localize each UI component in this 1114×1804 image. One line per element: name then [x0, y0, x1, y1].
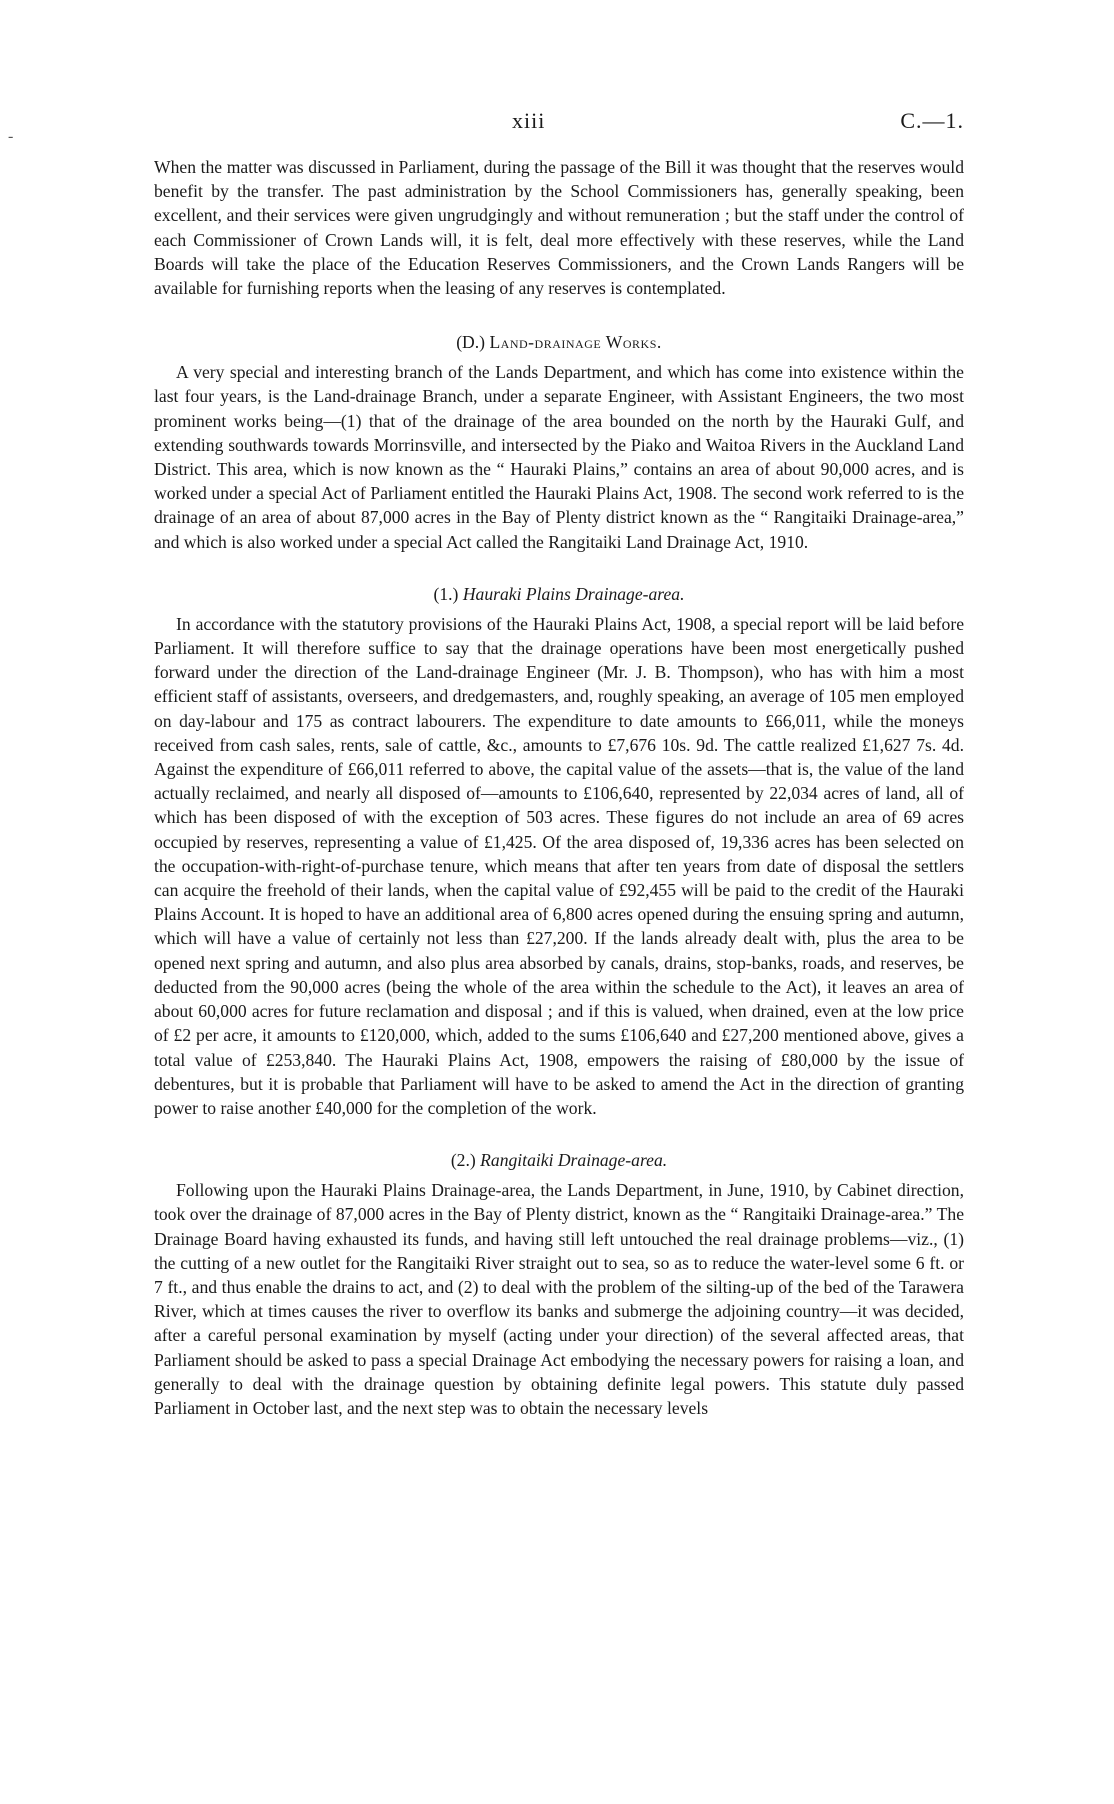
body-text: [154, 155, 964, 1420]
section-2-number: (2.): [450, 1150, 476, 1171]
section-d-paragraph: A very special and interesting branch of the Lands Department, and which has come into existence within the last four years, is the Land-drainage Branch, under a separate Engineer, with Assistant Engineers, the two most prominent works being—(1) that of the drainage of the area bounded on the north by the Hauraki Gulf, and extending southwards towards Morrinsville, and intersected by the Piako and Waitoa Rivers in the Auckland Land District. This area, which is now known as the “ Hauraki Plains,” contains an area of about 90,000 acres, and is worked under a special Act of Parliament entitled the Hauraki Plains Act, 1908. The second work referred to is the drainage of an area of about 87,000 acres in the Bay of Plenty district known as the “ Rangitaiki Drainage-area,” and which is also worked under a special Act called the Rangitaiki Land Drainage Act, 1910.: [154, 362, 964, 552]
intro-paragraph: When the matter was discussed in Parliament, during the passage of the Bill it was thought that the reserves would benefit by the transfer. The past administration by the School Commissioners has, generally speaking, been excellent, and their services were given ungrudgingly and without remuneration ; but the staff under the control of each Commissioner of Crown Lands will, it is felt, deal more effectively with these reserves, while the Land Boards will take the place of the Education Reserves Commissioners, and the Crown Lands Rangers will be available for furnishing reports when the leasing of any reserves is contemplated.: [154, 157, 964, 299]
section-1-number: (1.): [433, 583, 459, 604]
section-d-number: (D.): [456, 332, 486, 353]
section-1-heading: [154, 582, 964, 606]
section-2-paragraph: Following upon the Hauraki Plains Drainage-area, the Lands Department, in June, 1910, by Cabinet direction, took over the drainage of 87,000 acres in the Bay of Plenty district, known as the “ Rangitaiki Drainage-area.” The Drainage Board having exhausted its funds, and having still left untouched the real drainage problems—viz., (1) the cutting of a new outlet for the Rangitaiki River straight out to sea, so as to reduce the water-level some 6 ft. or 7 ft., and thus enable the drains to act, and (2) to deal with the problem of the silting-up of the bed of the Tarawera River, which at times causes the river to overflow its banks and submerge the adjoining country—it was decided, after a careful personal examination by myself (acting under your direction) of the several affected areas, that Parliament should be asked to pass a special Drainage Act embodying the necessary powers for raising a loan, and generally to deal with the drainage question by obtaining definite legal powers. This statute duly passed Parliament in October last, and the next step was to obtain the necessary levels: [154, 1180, 964, 1418]
section-d-heading: [154, 330, 964, 354]
document-reference: C.—1.: [900, 108, 964, 133]
section-d-title: Land-drainage Works.: [489, 332, 662, 353]
section-2-heading: [154, 1148, 964, 1172]
section-1-paragraph: In accordance with the statutory provisions of the Hauraki Plains Act, 1908, a special report will be laid before Parliament. It will therefore suffice to say that the drainage operations have been most energetically pushed forward under the direction of the Land-drainage Engineer (Mr. J. B. Thompson), who has with him a most efficient staff of assistants, overseers, and dredgemasters, and, roughly speaking, an average of 105 men employed on day-labour and 175 as contract labourers. The expenditure to date amounts to £66,011, while the moneys received from cash sales, rents, sale of cattle, &c., amounts to £7,676 10s. 9d. The cattle realized £1,627 7s. 4d. Against the expenditure of £66,011 referred to above, the capital value of the assets—that is, the value of the land actually reclaimed, and nearly all disposed of—amounts to £106,640, represented by 22,034 acres of land, all of which has been disposed of with the exception of 503 acres. These figures do not include an area of 69 acres occupied by reserves, representing a value of £1,425. Of the area disposed of, 19,336 acres has been selected on the occupation-with-right-of-purchase tenure, which means that after ten years from date of disposal the settlers can acquire the freehold of their lands, when the capital value of £92,455 will be paid to the credit of the Hauraki Plains Account. It is hoped to have an additional area of 6,800 acres opened during the ensuing spring and autumn, which will have a value of certainly not less than £27,200. If the lands already dealt with, plus the area to be opened next spring and autumn, and also plus area absorbed by canals, drains, stop-banks, roads, and reserves, be deducted from the 90,000 acres (being the whole of the area within the schedule to the Act), it leaves an area of about 60,000 acres for future reclamation and disposal ; and if this is valued, when drained, even at the low price of £2 per acre, it amounts to £120,000, which, added to the sums £106,640 and £27,200 mentioned above, gives a total value of £253,840. The Hauraki Plains Act, 1908, empowers the raising of £80,000 by the issue of debentures, but it is probable that Parliament will have to be asked to amend the Act in the direction of granting power to raise another £40,000 for the completion of the work.: [154, 613, 964, 1118]
section-2-title: Rangitaiki Drainage-area.: [480, 1150, 668, 1171]
page-header: [0, 104, 1114, 144]
page-number: xiii: [512, 108, 546, 133]
margin-dash-mark: -: [8, 128, 14, 145]
section-1-title: Hauraki Plains Drainage-area.: [462, 583, 685, 604]
